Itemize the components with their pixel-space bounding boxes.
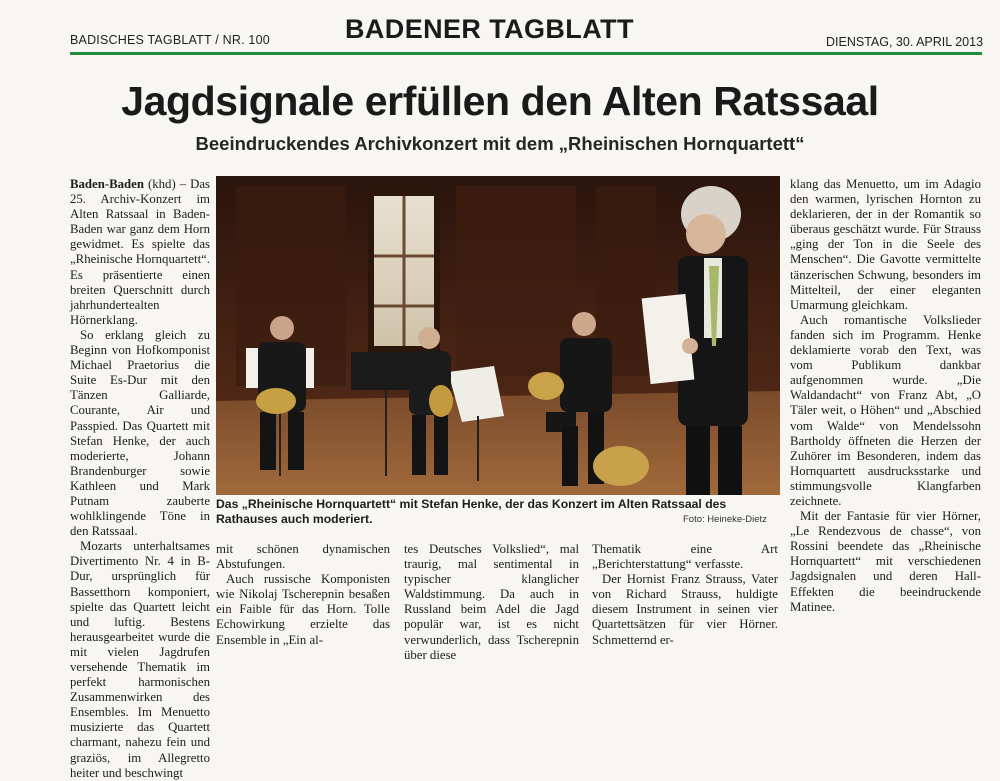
paragraph: klang das Menuetto, um im Adagio den warmen, lyrischen Hornton zu deklarieren, der in der Romantik so überaus geschätzt wurde. Für Strauss „ging der Ton in die Seele des Menschen“. Die Gavotte vermittelte tänzerischen Schwung, besonders im Mittelteil, der einer eleganten Umarmung gleichkam. bbox=[790, 177, 981, 312]
article-subheadline: Beeindruckendes Archivkonzert mit dem „Rheinischen Hornquartett“ bbox=[195, 133, 805, 154]
paragraph: Der Hornist Franz Strauss, Vater von Richard Strauss, huldigte diesem Instrument in seinen vier Quartettsätzen für vier Hörner. Schmetternd er- bbox=[592, 572, 778, 647]
concert-photo bbox=[216, 176, 780, 495]
concert-photo-illustration bbox=[216, 176, 780, 495]
paragraph: Auch romantische Volkslieder fanden sich im Programm. Henke deklamierte vorab den Text, was vom Publikum dankbar aufgenommen wurde. „Die Waldandacht“ von Franz Abt, „O Täler weit, o Höhen“ und „Abschied vom Walde“ von Mendelssohn Bartholdy öffneten die Herzen der Zuhörer im Besonderen, indem das Hornquartett ausdrucksstarke und stimmungsvolle Klangfarben zeichnete. bbox=[790, 312, 981, 508]
article-headline: Jagdsignale erfüllen den Alten Ratssaal bbox=[121, 78, 879, 124]
article-column-1 bbox=[70, 177, 210, 781]
paragraph: Auch russische Komponisten wie Nikolaj Tscherepnin besaßen ein Faible für das Horn. Tolle Echowirkung erzielte das Ensemble in „Ein al- bbox=[216, 572, 390, 647]
paragraph: Mit der Fantasie für vier Hörner, „Le Rendezvous de chasse“, von Rossini beendete das „Rheinische Hornquartett“ mit verschiedenen Jagdsignalen und deren Hall-Effekten die beeindruckende Matinee. bbox=[790, 509, 981, 614]
dateline: Baden-Baden bbox=[70, 177, 144, 191]
photo-credit: Foto: Heineke-Dietz bbox=[683, 514, 767, 525]
masthead-issue: BADISCHES TAGBLATT / NR. 100 bbox=[70, 33, 270, 47]
article-column-4 bbox=[592, 542, 778, 648]
article-column-3 bbox=[404, 542, 579, 663]
masthead-date: DIENSTAG, 30. APRIL 2013 bbox=[826, 35, 984, 49]
paragraph: Thematik eine Art „Berichterstattung“ verfasste. bbox=[592, 542, 778, 572]
paragraph-text: (khd) – Das 25. Archiv-Konzert im Alten Ratssaal in Baden-Baden war ganz dem Horn gewidmet. Es spielte das „Rheinische Hornquartett“. Es präsentierte einen breiten Querschnitt durch jahrhundertealten Hörnerklang. bbox=[70, 177, 211, 327]
paragraph bbox=[70, 177, 210, 328]
masthead-title: BADENER TAGBLATT bbox=[345, 14, 634, 44]
article-column-5 bbox=[790, 177, 981, 615]
masthead-rule bbox=[70, 52, 982, 55]
paragraph: Mozarts unterhaltsames Divertimento Nr. 4 in B-Dur, ursprünglich für Bassetthorn komponiert, spielte das Quartett leicht und luftig. Bestens herausgearbeitet wurde die mit vielen Jagdrufen versehende Thematik im perfekt harmonischen Zusammenwirken des Ensembles. Im Menuetto musizierte das Quartett charmant, nahezu fein und graziös, im Allegretto heiter und beschwingt bbox=[70, 539, 210, 780]
paragraph: tes Deutsches Volkslied“, mal traurig, mal sentimental in typischer klanglicher Waldstimmung. Da auch in Russland beim Adel die Jagd populär war, ist es nicht verwunderlich, dass Tscherepnin über diese bbox=[404, 542, 579, 662]
paragraph: mit schönen dynamischen Abstufungen. bbox=[216, 542, 390, 572]
article-column-2 bbox=[216, 542, 390, 648]
photo-caption: Das „Rheinische Hornquartett“ mit Stefan Henke, der das Konzert im Alten Ratssaal des Rathauses auch moderiert. bbox=[216, 497, 727, 526]
paragraph: So erklang gleich zu Beginn von Hofkomponist Michael Praetorius die Suite Es-Dur mit den Tänzen Galliarde, Courante, Air und Passpied. Das Quartett mit Stefan Henke, der auch moderierte, Johann Brandenburger sowie Kathleen und Mark Putnam zauberte wohlklingende Töne in den Ratssaal. bbox=[70, 327, 210, 539]
